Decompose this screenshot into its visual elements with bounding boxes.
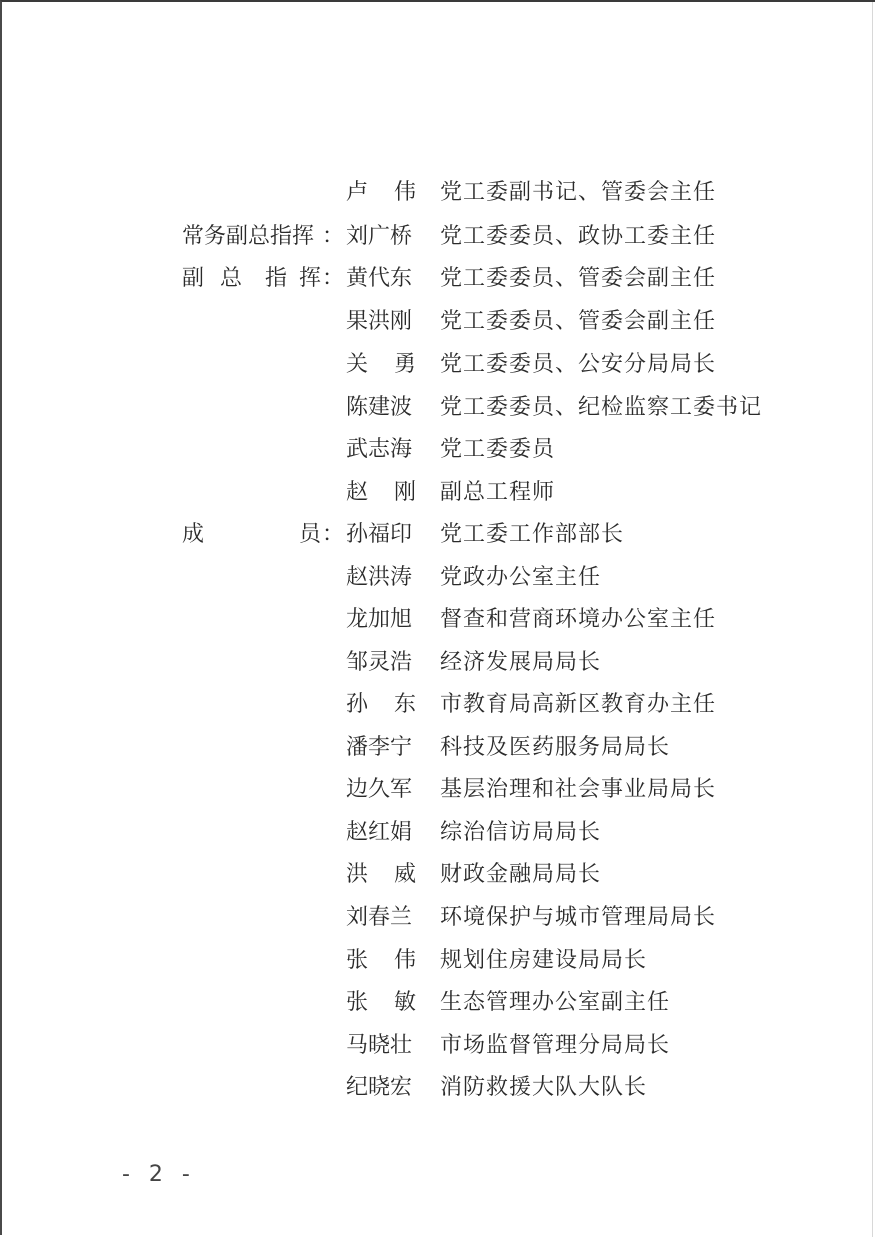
person-name: 潘李宁 xyxy=(346,735,413,760)
name-char: 伟 xyxy=(393,948,416,973)
name-char: 伟 xyxy=(393,180,416,205)
position-title: 消防救援大队大队长 xyxy=(440,1075,648,1100)
person-name: 刘广桥 xyxy=(346,224,413,249)
person-name xyxy=(346,988,416,1018)
role-char: 挥 xyxy=(299,266,322,291)
name-char: 赵 xyxy=(346,480,369,505)
position-title: 党工委委员、管委会副主任 xyxy=(440,309,717,334)
person-name: 果洪刚 xyxy=(346,309,413,334)
person-name xyxy=(346,478,416,508)
role-char: 成 xyxy=(182,522,205,547)
person-name xyxy=(346,946,416,976)
person-name: 邹灵浩 xyxy=(346,650,413,675)
position-title: 综治信访局局长 xyxy=(440,820,602,845)
name-char: 洪 xyxy=(346,862,369,887)
person-name: 马晓壮 xyxy=(346,1033,413,1058)
name-char: 张 xyxy=(346,990,369,1015)
role-char: 总 xyxy=(220,266,243,291)
person-name xyxy=(346,690,416,720)
position-title: 生态管理办公室副主任 xyxy=(440,990,671,1015)
name-char: 张 xyxy=(346,948,369,973)
page-edge xyxy=(872,2,873,1237)
position-title: 党工委委员、纪检监察工委书记 xyxy=(440,395,763,420)
name-char: 威 xyxy=(393,862,416,887)
person-name: 刘春兰 xyxy=(346,905,413,930)
person-name: 纪晓宏 xyxy=(346,1075,413,1100)
position-title: 党工委副书记、管委会主任 xyxy=(440,180,717,205)
person-name: 黄代东 xyxy=(346,266,413,291)
person-name xyxy=(346,178,416,208)
position-title: 财政金融局局长 xyxy=(440,862,602,887)
person-name: 赵洪涛 xyxy=(346,565,413,590)
position-title: 规划住房建设局局长 xyxy=(440,948,648,973)
name-char: 卢 xyxy=(346,180,369,205)
page-number: - 2 - xyxy=(122,1162,196,1187)
position-title: 党工委委员、政协工委主任 xyxy=(440,224,717,249)
position-title: 科技及医药服务局局长 xyxy=(440,735,671,760)
position-title: 市场监督管理分局局长 xyxy=(440,1033,671,1058)
role-text: 常务副总指挥 xyxy=(182,224,315,249)
position-title: 经济发展局局长 xyxy=(440,650,602,675)
position-title: 党工委委员 xyxy=(440,437,556,462)
position-title: 副总工程师 xyxy=(440,480,556,505)
role-char: 副 xyxy=(182,266,205,291)
role-char: 员 xyxy=(299,522,322,547)
person-name: 陈建波 xyxy=(346,395,413,420)
name-char: 东 xyxy=(393,692,416,717)
position-title: 党工委委员、公安分局局长 xyxy=(440,352,717,377)
role-char: 指 xyxy=(265,266,288,291)
position-title: 市教育局高新区教育办主任 xyxy=(440,692,717,717)
position-title: 环境保护与城市管理局局长 xyxy=(440,905,717,930)
person-name: 龙加旭 xyxy=(346,607,413,632)
person-name: 边久军 xyxy=(346,777,413,802)
colon: ： xyxy=(322,266,345,291)
name-char: 关 xyxy=(346,352,369,377)
person-name: 武志海 xyxy=(346,437,413,462)
person-name: 赵红娟 xyxy=(346,820,413,845)
position-title: 党工委委员、管委会副主任 xyxy=(440,266,717,291)
name-char: 孙 xyxy=(346,692,369,717)
name-char: 勇 xyxy=(393,352,416,377)
person-name xyxy=(346,860,416,890)
position-title: 党工委工作部部长 xyxy=(440,522,625,547)
name-char: 刚 xyxy=(393,480,416,505)
position-title: 党政办公室主任 xyxy=(440,565,602,590)
position-title: 督查和营商环境办公室主任 xyxy=(440,607,717,632)
person-name xyxy=(346,350,416,380)
colon: ： xyxy=(322,224,345,249)
person-name: 孙福印 xyxy=(346,522,413,547)
name-char: 敏 xyxy=(393,990,416,1015)
colon: ： xyxy=(322,522,345,547)
position-title: 基层治理和社会事业局局长 xyxy=(440,777,717,802)
